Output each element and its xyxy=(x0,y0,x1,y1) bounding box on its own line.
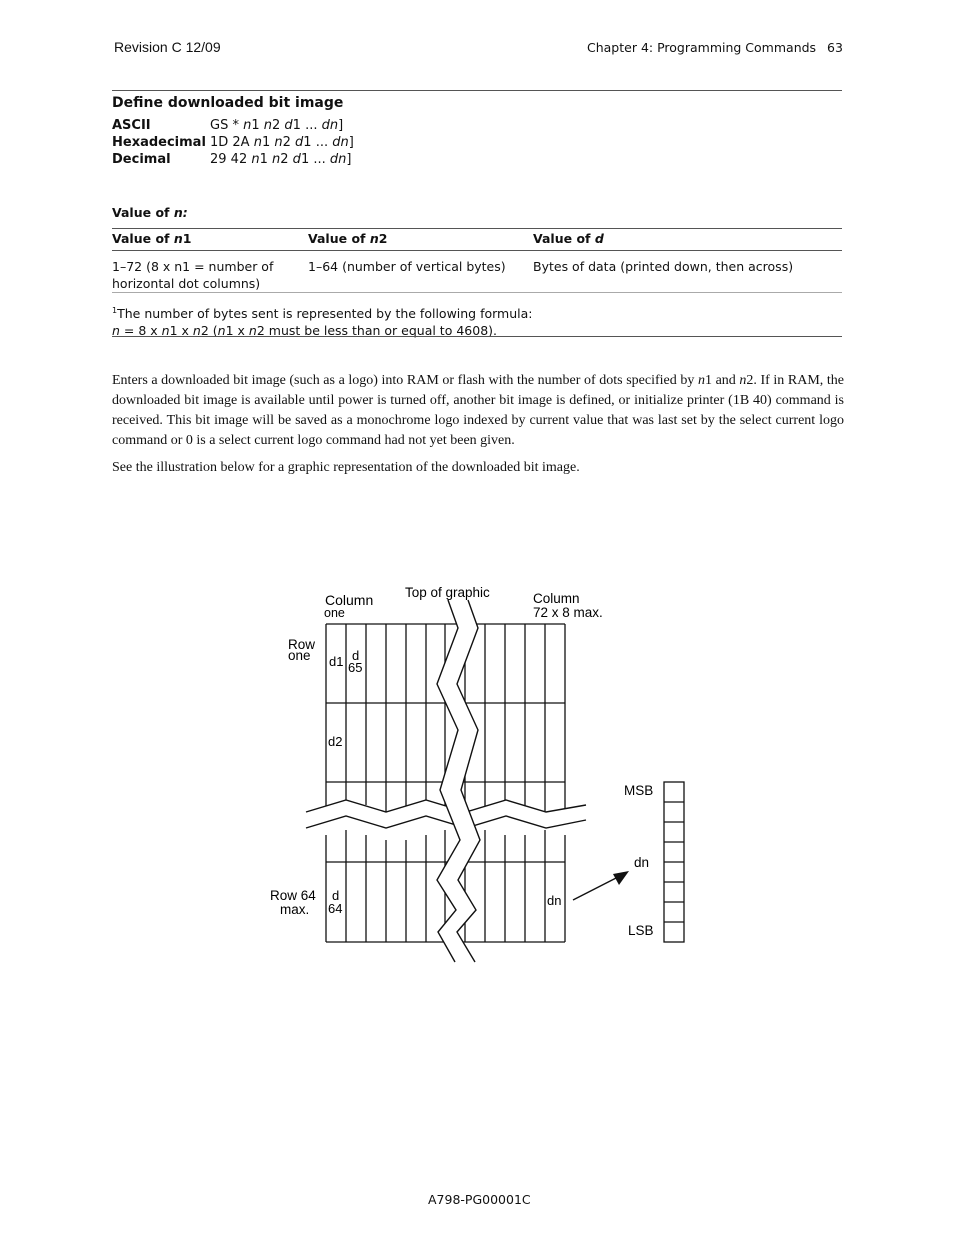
label-msb: MSB xyxy=(624,783,654,798)
label-column-one: Column xyxy=(325,592,374,608)
table-caption: Value of n: xyxy=(112,205,188,220)
label-row-one-sub: one xyxy=(288,648,311,663)
arrow-icon xyxy=(573,871,629,900)
table-footnote: $^1$The number of bytes sent is represented by the following formula: n = 8 x n1 x n2 (n1 x n2 must be less than or equal to 4608). xyxy=(112,306,533,339)
label-dn-byte: dn xyxy=(634,855,650,870)
revision-label: Revision C 12/09 xyxy=(114,39,221,55)
decimal-label: Decimal xyxy=(112,152,171,167)
cell-d: Bytes of data (printed down, then across) xyxy=(533,259,794,274)
label-column-max: Column xyxy=(533,591,580,606)
header-d: Value of d xyxy=(533,231,604,246)
footnote-formula: n = 8 x n1 x n2 (n1 x n2 must be less than or equal to 4608). xyxy=(112,323,497,339)
label-d64-top: d xyxy=(332,888,340,903)
page-number: 63 xyxy=(827,40,843,55)
byte-bits-column xyxy=(664,782,684,942)
label-d65-top: d xyxy=(352,648,360,663)
label-top-of-graphic: Top of graphic xyxy=(405,585,490,600)
label-dn-cell: dn xyxy=(547,893,562,908)
cell-n2: 1–64 (number of vertical bytes) xyxy=(308,259,506,274)
label-row64-sub: max. xyxy=(280,902,310,917)
command-title: Define downloaded bit image xyxy=(112,95,344,111)
label-row64: Row 64 xyxy=(270,888,316,903)
label-d1: d1 xyxy=(329,654,344,669)
label-d64-bottom: 64 xyxy=(328,901,343,916)
hex-label: Hexadecimal xyxy=(112,135,206,150)
label-d2: d2 xyxy=(328,734,343,749)
body-paragraph-1: Enters a downloaded bit image (such as a logo) into RAM or flash with the number of dots specified by n1 and n2. If in RAM, the downloaded bit image is available until power is turned off, another bit image is defined, or initialize printer (1B 40) command is received. This bit image will be saved as a monochrome logo indexed by current value that was last set by the select current logo command or 0 is a select current logo command had not yet been given. xyxy=(112,373,844,448)
label-column-one-sub: one xyxy=(324,606,345,620)
cell-n1: 1–72 (8 x n1 = number of horizontal dot columns) xyxy=(112,259,274,291)
body-paragraph-2: See the illustration below for a graphic representation of the downloaded bit image. xyxy=(112,460,580,475)
label-column-max-sub: 72 x 8 max. xyxy=(533,605,603,620)
chapter-title: Chapter 4: Programming Commands xyxy=(587,40,817,55)
decimal-value: 29 42 n1 n2 d1 ... dn] xyxy=(210,152,352,167)
label-lsb: LSB xyxy=(628,923,654,938)
header-n2: Value of n2 xyxy=(308,231,388,246)
ascii-value: GS * n1 n2 d1 ... dn] xyxy=(210,118,344,133)
footer-doc-id: A798-PG00001C xyxy=(428,1192,531,1207)
hex-value: 1D 2A n1 n2 d1 ... dn] xyxy=(210,135,354,150)
ascii-label: ASCII xyxy=(112,118,151,133)
header-n1: Value of n1 xyxy=(112,231,192,246)
label-d65-bottom: 65 xyxy=(348,660,363,675)
label-row-one: Row xyxy=(288,637,316,652)
